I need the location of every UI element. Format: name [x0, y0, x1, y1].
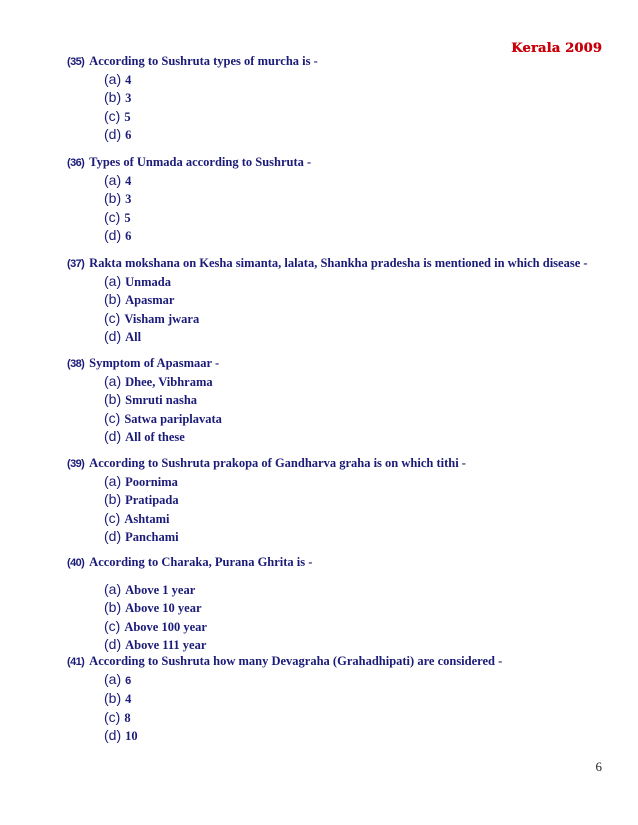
- option-text: All of these: [125, 429, 185, 444]
- option-b: [104, 190, 311, 208]
- options-list: [104, 273, 588, 346]
- option-letter: (a): [104, 172, 122, 188]
- option-b: [104, 491, 466, 509]
- question-text: Symptom of Apasmaar -: [89, 356, 220, 370]
- option-letter: (a): [104, 373, 122, 389]
- option-d: [104, 428, 222, 446]
- option-text: 3: [125, 192, 132, 207]
- question-number: (35): [67, 56, 85, 68]
- option-text: 4: [125, 73, 132, 87]
- option-a: [104, 581, 312, 599]
- option-a: [104, 273, 588, 291]
- option-text: 3: [125, 91, 132, 106]
- option-letter: (c): [104, 708, 121, 725]
- option-text: Above 1 year: [125, 583, 196, 597]
- option-letter: (c): [104, 309, 121, 326]
- question-number: (41): [67, 656, 85, 668]
- option-text: Apasmar: [125, 293, 175, 308]
- question-40: [67, 554, 312, 654]
- question-number: (38): [67, 358, 85, 370]
- options-list: [104, 671, 502, 745]
- option-letter: (b): [104, 599, 122, 616]
- question-number: (36): [67, 157, 85, 169]
- option-text: Poornima: [125, 475, 178, 489]
- question-stem: [67, 154, 311, 172]
- option-letter: (b): [104, 89, 122, 106]
- option-a: [104, 71, 318, 89]
- option-letter: (d): [104, 327, 122, 344]
- option-letter: (c): [104, 509, 121, 526]
- option-d: [104, 328, 588, 346]
- options-list: [104, 172, 311, 245]
- option-text: 8: [124, 710, 131, 725]
- option-text: Pratipada: [125, 493, 179, 508]
- question-37: [67, 255, 588, 346]
- options-list: [104, 373, 222, 446]
- page-number: 6: [595, 759, 602, 774]
- option-text: 10: [125, 728, 138, 743]
- question-stem: [67, 355, 222, 373]
- option-text: Ashtami: [124, 511, 170, 526]
- option-text: All: [125, 329, 142, 344]
- question-stem: [67, 455, 466, 473]
- option-letter: (c): [104, 617, 121, 634]
- option-a: [104, 473, 466, 491]
- question-39: [67, 455, 466, 546]
- option-text: Unmada: [125, 275, 171, 289]
- option-letter: (b): [104, 690, 122, 707]
- option-c: [104, 618, 312, 636]
- option-letter: (b): [104, 291, 122, 308]
- option-text: 6: [125, 228, 132, 243]
- option-text: Satwa pariplavata: [124, 411, 222, 426]
- option-d: [104, 528, 466, 546]
- option-text: Above 111 year: [125, 637, 207, 652]
- question-number: (39): [67, 458, 85, 470]
- option-text: Above 100 year: [124, 619, 207, 634]
- question-38: [67, 355, 222, 446]
- option-text: 6: [125, 675, 132, 687]
- option-letter: (b): [104, 491, 122, 508]
- option-text: 4: [125, 692, 132, 707]
- option-letter: (a): [104, 473, 122, 489]
- option-text: Smruti nasha: [125, 393, 198, 408]
- question-text: According to Charaka, Purana Ghrita is -: [89, 555, 313, 569]
- question-36: [67, 154, 311, 245]
- question-text: According to Sushruta how many Devagraha (Grahadhipati) are considered -: [89, 654, 503, 668]
- option-a: [104, 671, 502, 690]
- option-text: Dhee, Vibhrama: [125, 375, 213, 389]
- option-b: [104, 89, 318, 107]
- option-letter: (c): [104, 208, 121, 225]
- question-35: [67, 53, 318, 144]
- option-a: [104, 172, 311, 190]
- option-d: [104, 227, 311, 245]
- option-c: [104, 410, 222, 428]
- option-letter: (d): [104, 226, 122, 243]
- option-letter: (b): [104, 190, 122, 207]
- option-text: Visham jwara: [124, 311, 200, 326]
- option-text: 6: [125, 127, 132, 142]
- question-text: According to Sushruta types of murcha is -: [89, 54, 318, 68]
- option-b: [104, 291, 588, 309]
- question-text: Rakta mokshana on Kesha simanta, lalata, Shankha pradesha is mentioned in which disease -: [89, 256, 588, 270]
- option-c: [104, 108, 318, 126]
- option-c: [104, 209, 311, 227]
- option-d: [104, 636, 312, 654]
- question-stem: [67, 653, 502, 671]
- options-list: [104, 71, 318, 144]
- option-b: [104, 690, 502, 708]
- option-c: [104, 709, 502, 727]
- question-number: (40): [67, 557, 85, 569]
- option-text: 5: [124, 210, 131, 225]
- options-list: [104, 581, 312, 654]
- option-d: [104, 126, 318, 144]
- option-letter: (d): [104, 427, 122, 444]
- option-letter: (d): [104, 635, 122, 652]
- option-d: [104, 727, 502, 745]
- option-a: [104, 373, 222, 391]
- question-text: Types of Unmada according to Sushruta -: [89, 155, 312, 169]
- option-letter: (d): [104, 527, 122, 544]
- option-letter: (b): [104, 391, 122, 408]
- question-text: According to Sushruta prakopa of Gandharva graha is on which tithi -: [89, 456, 466, 470]
- question-stem: [67, 554, 312, 572]
- option-b: [104, 391, 222, 409]
- option-letter: (a): [104, 581, 122, 597]
- option-text: 4: [125, 174, 132, 188]
- option-letter: (c): [104, 107, 121, 124]
- question-stem: [67, 255, 588, 273]
- option-letter: (d): [104, 726, 122, 743]
- option-letter: (a): [104, 71, 122, 87]
- exam-header-title: Kerala 2009: [511, 41, 602, 56]
- option-letter: (a): [104, 671, 122, 687]
- option-c: [104, 310, 588, 328]
- option-text: 5: [124, 109, 131, 124]
- option-letter: (c): [104, 409, 121, 426]
- question-stem: [67, 53, 318, 71]
- option-letter: (a): [104, 273, 122, 289]
- option-text: Above 10 year: [125, 601, 202, 616]
- option-text: Panchami: [125, 529, 179, 544]
- options-list: [104, 473, 466, 546]
- option-b: [104, 599, 312, 617]
- question-41: [67, 653, 502, 745]
- question-number: (37): [67, 258, 85, 270]
- option-letter: (d): [104, 125, 122, 142]
- option-c: [104, 510, 466, 528]
